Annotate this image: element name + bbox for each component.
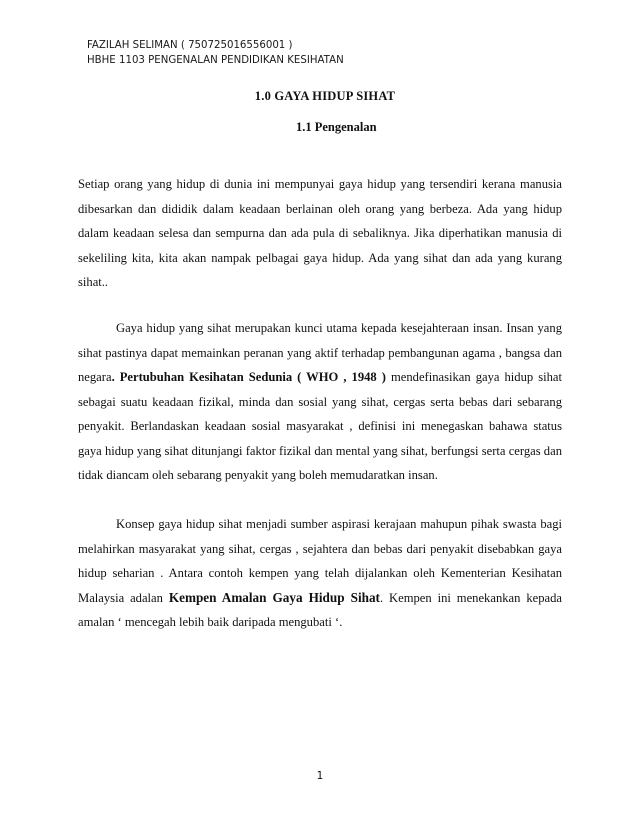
paragraph-text: Konsep gaya hidup sihat menjadi sumber aspirasi kerajaan mahupun pihak swasta bagi melahirkan masyarakat yang sihat, cergas , sejahtera dan bebas dari penyakit disebabkan gaya hidup seharian . Antara contoh kempen yang telah dijalankan oleh Kementerian Kesihatan Malaysia adalan <box>78 517 562 605</box>
page-number: 1 <box>316 770 324 782</box>
paragraph-healthy-lifestyle <box>78 316 562 488</box>
paragraph-text: Gaya hidup yang sihat merupakan kunci utama kepada kesejahteraan insan. Insan yang sihat pastinya dapat memainkan peranan yang aktif terhadap pembangunan agama , bangsa dan negara <box>78 321 562 384</box>
paragraph-text: mendefinasikan gaya hidup sihat sebagai suatu keadaan fizikal, minda dan sosial yang sihat, cergas serta bebas dari sebarang penyakit. Berlandaskan keadaan sosial masyarakat , definisi ini menegaskan bahawa status gaya hidup yang sihat ditunjangi faktor fizikal dan mental yang sihat, berfungsi serta cergas dan tidak diancam oleh sebarang penyakit yang boleh memudaratkan insan. <box>78 370 562 482</box>
paragraph-bold-who: . Pertubuhan Kesihatan Sedunia ( WHO , 1948 ) <box>111 370 386 384</box>
section-title: 1.0 GAYA HIDUP SIHAT <box>254 89 396 103</box>
paragraph-campaign <box>78 512 562 635</box>
paragraph-text: . Kempen ini menekankan kepada amalan ‘ mencegah lebih baik daripada mengubati ‘. <box>78 590 562 629</box>
subsection-title: 1.1 Pengenalan <box>296 120 377 134</box>
header-line-course: HBHE 1103 PENGENALAN PENDIDIKAN KESIHATAN <box>87 55 344 66</box>
page-header <box>87 38 344 68</box>
paragraph-bold-campaign: Kempen Amalan Gaya Hidup Sihat <box>168 589 380 605</box>
header-line-author: FAZILAH SELIMAN ( 750725016556001 ) <box>87 40 293 51</box>
paragraph-introduction: Setiap orang yang hidup di dunia ini mempunyai gaya hidup yang tersendiri kerana manusia dibesarkan dan dididik dalam keadaan berlainan oleh orang yang berbeza. Ada yang hidup dalam keadaan selesa dan sempurna dan ada pula di sebaliknya. Jika diperhatikan manusia di sekeliling kita, kita akan nampak pelbagai gaya hidup. Ada yang sihat dan ada yang kurang sihat.. <box>78 177 562 289</box>
